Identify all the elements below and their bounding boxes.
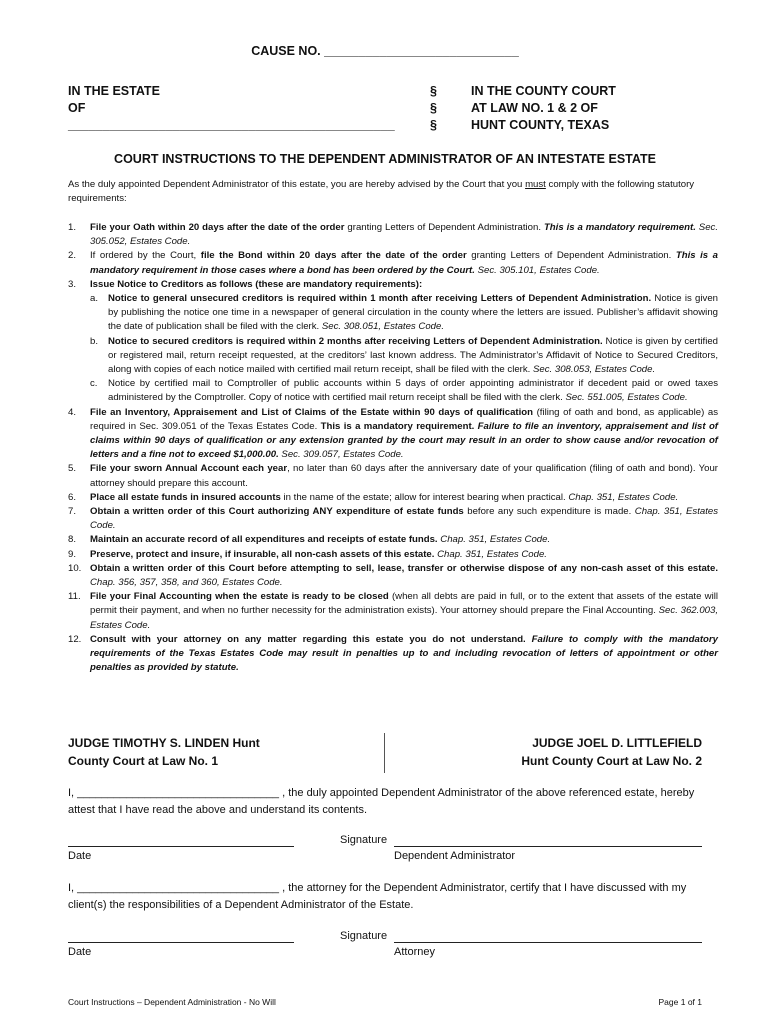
judge-left-name: JUDGE TIMOTHY S. LINDEN Hunt: [68, 736, 260, 750]
date-line[interactable]: [68, 846, 294, 847]
item-text: granting Letters of Dependent Administration.: [466, 250, 676, 262]
item-text: before any such expenditure is made.: [463, 506, 635, 518]
subitem-bold: Notice to secured creditors is required within 2 months after receiving Letters of Dependent Administration.: [108, 335, 603, 347]
item-citation: Sec. 305.052, Estates Code.: [90, 222, 718, 248]
list-item: [68, 548, 718, 562]
list-item: [68, 406, 718, 463]
subitem-text: Notice is given by publishing the notice one time in a newspaper of general circulation in the county where the letters are issued. Publisher’s affidavit showing the date of publication shall be filed with the clerk.: [108, 293, 718, 333]
intro-emphasis: must: [525, 179, 546, 190]
judge-left-court: County Court at Law No. 1: [68, 754, 218, 768]
subitem-citation: Sec. 308.051, Estates Code.: [321, 321, 444, 333]
item-citation: Sec. 309.057, Estates Code.: [278, 449, 404, 461]
list-item: [68, 462, 718, 490]
administrator-attestation: I, _________________________________ , the duly appointed Dependent Administrator of the above referenced estate, hereby attest that I have read the above and understand its contents.: [68, 787, 695, 816]
caption-left: [68, 83, 395, 134]
item-number: 6.: [68, 491, 77, 503]
cause-number: CAUSE NO. ____________________________: [251, 44, 519, 58]
item-text: granting Letters of Dependent Administration.: [344, 222, 544, 233]
judge-right-block: [420, 734, 702, 770]
signature-label: Signature: [340, 930, 388, 942]
list-item: [68, 633, 718, 676]
item-citation: Sec. 362.003, Estates Code.: [90, 605, 718, 631]
item-number: 12.: [68, 633, 82, 645]
subitem-letter: b.: [90, 335, 99, 347]
sub-list-item: [90, 335, 718, 378]
judge-left-block: [68, 734, 260, 770]
footer-title: Court Instructions – Dependent Administration - No Will: [68, 997, 276, 1007]
item-emphasis: Failure to comply with the mandatory requirements of the Texas Estates Code may result in penalties up to and including revocation of letters of appointment or other penalties as provided by statute.: [90, 633, 718, 674]
item-citation: Chap. 356, 357, 358, and 360, Estates Code.: [90, 577, 283, 589]
caption-right-line: IN THE COUNTY COURT: [471, 84, 616, 98]
item-emphasis: This is a mandatory requirement.: [543, 222, 696, 233]
signature-label: Signature: [340, 834, 388, 846]
list-item: [68, 562, 718, 590]
list-item: [68, 590, 718, 633]
item-bold: File your Final Accounting when the estate is ready to be closed: [90, 591, 389, 603]
section-mark: §: [430, 101, 437, 115]
role-label: Dependent Administrator: [394, 850, 516, 862]
item-number: 4.: [68, 406, 77, 418]
caption-right-line: AT LAW NO. 1 & 2 OF: [471, 101, 598, 115]
caption-section-marks: [430, 83, 437, 134]
item-number: 11.: [68, 591, 81, 603]
subitem-text: Notice is given by certified or registered mail, return receipt requested, at the creditors’ last known address. The Administrator’s Affidavit of Notice to Secured Creditors, along with copies of each notice mailed with certified mail return receipt, shall be filed with the clerk.: [108, 335, 718, 376]
list-item: [68, 533, 718, 547]
judge-right-name: JUDGE JOEL D. LITTLEFIELD: [532, 736, 702, 750]
item-number: 5.: [68, 463, 77, 475]
item-text: If ordered by the Court,: [90, 250, 201, 262]
caption-right: [471, 83, 616, 134]
section-mark: §: [430, 84, 437, 98]
caption-left-line: IN THE ESTATE: [68, 84, 160, 98]
item-citation: Sec. 305.101, Estates Code.: [474, 264, 600, 276]
judge-divider: [384, 733, 385, 773]
list-item: [68, 278, 718, 406]
item-text: in the name of the estate; allow for interest bearing when practical.: [280, 491, 569, 503]
item-number: 8.: [68, 534, 77, 546]
item-bold: Issue Notice to Creditors as follows (these are mandatory requirements):: [90, 278, 423, 290]
item-number: 2.: [68, 250, 77, 262]
intro-paragraph: [68, 178, 718, 206]
item-citation: Chap. 351, Estates Code.: [434, 548, 547, 560]
caption-left-line: _______________________________________________: [68, 118, 395, 132]
judge-right-court: Hunt County Court at Law No. 2: [521, 754, 702, 768]
subitem-bold: Notice to general unsecured creditors is required within 1 month after receiving Letters of Dependent Administration.: [108, 293, 652, 305]
document-title: COURT INSTRUCTIONS TO THE DEPENDENT ADMINISTRATOR OF AN INTESTATE ESTATE: [114, 152, 656, 166]
intro-text: comply with the following statutory requirements:: [68, 179, 695, 205]
item-bold: Preserve, protect and insure, if insurable, all non-cash assets of this estate.: [90, 548, 435, 560]
subitem-citation: Sec. 308.053, Estates Code.: [533, 364, 656, 376]
item-text: (filing of oath and bond, as applicable) as required in Sec. 309.051 of the Texas Estates Code.: [90, 406, 718, 432]
instruction-list: [68, 221, 718, 676]
item-emphasis: Failure to file an inventory, appraisement and list of claims within 90 days of qualification or any extension granted by the court may result in an order to show cause and/or revocation of letters and a fine not to exceed $1,000.00.: [90, 420, 718, 461]
item-bold: Obtain a written order of this Court before attempting to sell, lease, transfer or otherwise dispose of any non-cash asset of this estate.: [90, 562, 718, 574]
item-citation: Chap. 351, Estates Code.: [437, 534, 551, 546]
sub-list-item: [90, 377, 718, 405]
item-number: 9.: [68, 548, 77, 560]
subitem-text: Notice by certified mail to Comptroller of public accounts within 5 days of order appointing administrator if decedent paid or owed taxes administered by the Comptroller. Copy of notice with certified mail return receipt shall be filed with the clerk.: [108, 378, 718, 404]
subitem-citation: Sec. 551.005, Estates Code.: [565, 392, 688, 404]
list-item: [68, 249, 718, 277]
date-label: Date: [68, 946, 92, 958]
list-item: [68, 505, 718, 533]
item-number: 10.: [68, 562, 82, 574]
item-text: , no later than 60 days after the anniversary date of your qualification (filing of oath and bond). Your attorney should prepare this account.: [90, 463, 719, 489]
item-bold: This is a mandatory requirement.: [320, 420, 475, 432]
subitem-letter: a.: [90, 293, 99, 305]
item-bold: File an Inventory, Appraisement and List of Claims of the Estate within 90 days of qualification: [90, 406, 533, 418]
signature-line[interactable]: [394, 942, 702, 943]
list-item: [68, 491, 718, 505]
item-number: 7.: [68, 506, 77, 518]
item-bold: File your Oath within 20 days after the date of the order: [90, 222, 345, 233]
item-emphasis: This is a mandatory requirement in those cases where a bond has been ordered by the Court.: [90, 250, 719, 276]
intro-text: As the duly appointed Dependent Administrator of this estate, you are hereby advised by the Court that you: [68, 179, 526, 190]
list-item: [68, 221, 718, 249]
item-citation: Chap. 351, Estates Code.: [568, 491, 679, 503]
item-bold: file the Bond within 20 days after the date of the order: [200, 250, 467, 262]
item-number: 3.: [68, 278, 77, 290]
item-bold: File your sworn Annual Account each year: [90, 463, 288, 475]
page-number: Page 1 of 1: [658, 997, 702, 1007]
signature-line[interactable]: [394, 846, 702, 847]
item-citation: Chap. 351, Estates Code.: [90, 506, 718, 532]
item-number: 1.: [68, 222, 77, 233]
item-text: (when all debts are paid in full, or to the extent that assets of the estate will permit their payment, and when no further necessity for the administration exists). Your attorney should prepare the Final Accounting.: [90, 591, 718, 617]
caption-left-line: OF: [68, 101, 86, 115]
creditor-notice-sublist: [90, 292, 718, 406]
role-label: Attorney: [394, 946, 435, 958]
section-mark: §: [430, 118, 437, 132]
item-bold: Obtain a written order of this Court authorizing ANY expenditure of estate funds: [90, 506, 464, 518]
item-bold: Maintain an accurate record of all expenditures and receipts of estate funds.: [90, 534, 438, 546]
item-bold: Consult with your attorney on any matter regarding this estate you do not understand.: [90, 633, 526, 645]
attorney-certification: I, _________________________________ , the attorney for the Dependent Administrator, certify that I have discussed with my client(s) the responsibilities of a Dependent Administrator of the Estate.: [68, 882, 687, 911]
item-bold: Place all estate funds in insured accounts: [90, 491, 281, 503]
subitem-letter: c.: [90, 378, 98, 390]
sub-list-item: [90, 292, 718, 335]
caption-right-line: HUNT COUNTY, TEXAS: [471, 118, 610, 132]
date-line[interactable]: [68, 942, 294, 943]
date-label: Date: [68, 850, 92, 862]
